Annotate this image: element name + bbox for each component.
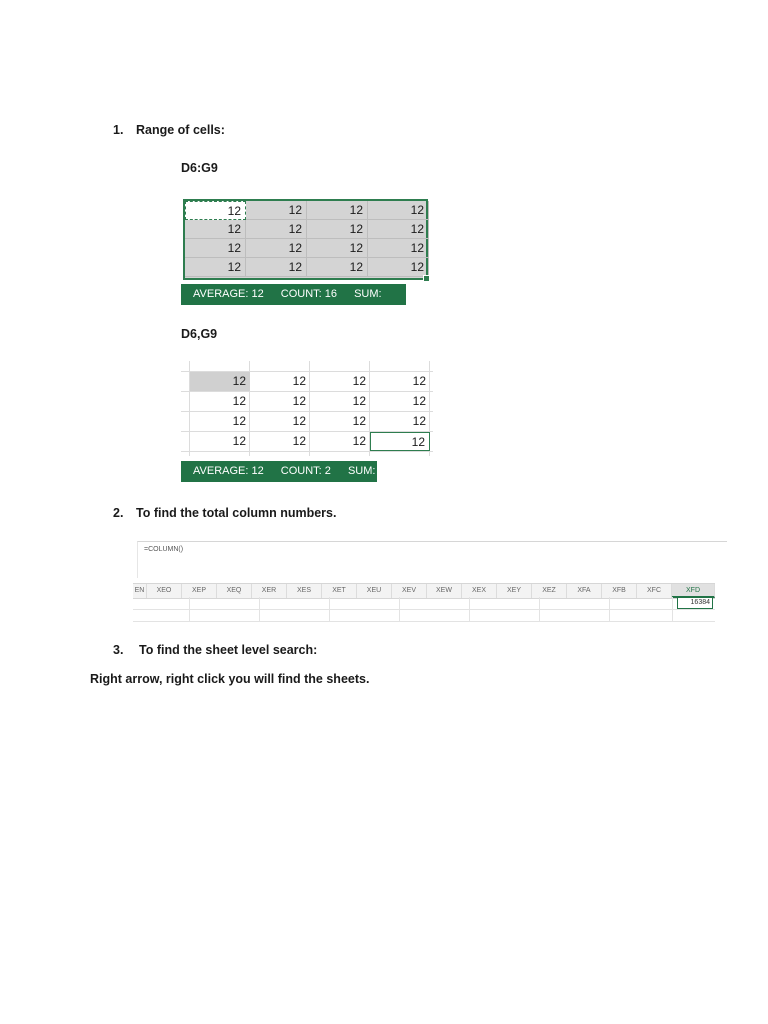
cell-g9[interactable]: 12: [370, 432, 430, 451]
column-header[interactable]: XEV: [392, 584, 427, 598]
grid-cell[interactable]: 12: [368, 220, 429, 239]
grid-line: [329, 597, 330, 621]
grid-cell[interactable]: 12: [246, 239, 307, 258]
result-cell-xfd[interactable]: 16384: [677, 597, 713, 609]
column-header[interactable]: EN: [133, 584, 147, 598]
grid-cell[interactable]: 12: [246, 220, 307, 239]
cell-d6[interactable]: 12: [185, 201, 246, 220]
column-header[interactable]: XFC: [637, 584, 672, 598]
column-header[interactable]: XEU: [357, 584, 392, 598]
column-header-row: [133, 583, 715, 599]
grid-cell[interactable]: 12: [185, 239, 246, 258]
grid-cell[interactable]: 12: [246, 201, 307, 220]
grid-cell[interactable]: 12: [185, 258, 246, 277]
grid-cell[interactable]: 12: [232, 414, 246, 428]
column-header[interactable]: XES: [287, 584, 322, 598]
range-grid-noncontiguous: [181, 361, 433, 456]
grid-cell[interactable]: 12: [307, 258, 368, 277]
cell-d6[interactable]: 12: [190, 372, 250, 391]
grid-cell[interactable]: 12: [352, 434, 366, 448]
column-header[interactable]: XEY: [497, 584, 532, 598]
status-count: COUNT: 16: [280, 288, 338, 300]
status-sum: SUM: 192: [193, 288, 382, 321]
grid-line: [399, 597, 400, 621]
grid-line: [189, 597, 190, 621]
section-heading-columns: To find the total column numbers.: [136, 506, 337, 520]
column-header[interactable]: XER: [252, 584, 287, 598]
grid-cell[interactable]: 12: [352, 394, 366, 408]
grid-cell[interactable]: 12: [246, 258, 307, 277]
column-header[interactable]: XET: [322, 584, 357, 598]
status-average: AVERAGE: 12: [193, 465, 264, 477]
grid-line: [259, 597, 260, 621]
range-label-d6-comma-g9: D6,G9: [181, 327, 218, 341]
column-header[interactable]: XEQ: [217, 584, 252, 598]
grid-cell[interactable]: 12: [307, 220, 368, 239]
list-number-1: 1.: [113, 123, 124, 137]
list-number-2: 2.: [113, 506, 124, 520]
grid-cell[interactable]: 12: [368, 258, 429, 277]
grid-cell[interactable]: 12: [352, 374, 366, 388]
list-number-3: 3.: [113, 643, 124, 657]
grid-cell[interactable]: 12: [412, 394, 426, 408]
grid-cell[interactable]: 12: [292, 394, 306, 408]
section-heading-sheet-search: To find the sheet level search:: [139, 643, 318, 657]
column-header[interactable]: XEW: [427, 584, 462, 598]
formula-text: =COLUMN(): [144, 546, 184, 553]
formula-bar[interactable]: [137, 541, 727, 578]
grid-cell[interactable]: 12: [352, 414, 366, 428]
grid-cell[interactable]: 12: [292, 414, 306, 428]
status-bar-summary-2: [181, 461, 377, 498]
grid-line: [672, 597, 673, 621]
grid-cell[interactable]: 12: [307, 239, 368, 258]
grid-line: [181, 451, 433, 452]
grid-line: [133, 609, 715, 610]
grid-cell[interactable]: 12: [185, 220, 246, 239]
column-header[interactable]: XFA: [567, 584, 602, 598]
status-count: COUNT: 2: [280, 465, 331, 477]
grid-cell[interactable]: 12: [292, 374, 306, 388]
grid-cell[interactable]: 12: [232, 434, 246, 448]
grid-cell[interactable]: 12: [412, 374, 426, 388]
range-grid-contiguous: [183, 199, 428, 280]
column-header[interactable]: XEX: [462, 584, 497, 598]
grid-line: [469, 597, 470, 621]
column-header-xfd[interactable]: XFD: [672, 584, 715, 598]
grid-line: [133, 621, 715, 622]
column-header[interactable]: XEZ: [532, 584, 567, 598]
column-header[interactable]: XFB: [602, 584, 637, 598]
grid-cell[interactable]: 12: [368, 239, 429, 258]
grid-cell[interactable]: 12: [368, 201, 429, 220]
range-label-d6-g9: D6:G9: [181, 161, 218, 175]
section-heading-range: Range of cells:: [136, 123, 225, 137]
column-header[interactable]: XEP: [182, 584, 217, 598]
grid-cell[interactable]: 12: [307, 201, 368, 220]
status-sum: SUM: 24: [193, 465, 376, 498]
grid-line: [539, 597, 540, 621]
fill-handle[interactable]: [423, 275, 430, 282]
status-average: AVERAGE: 12: [193, 288, 264, 300]
grid-cell[interactable]: 12: [292, 434, 306, 448]
column-header[interactable]: XEO: [147, 584, 182, 598]
grid-cell[interactable]: 12: [412, 414, 426, 428]
grid-line: [609, 597, 610, 621]
status-bar-summary-1: [181, 284, 406, 321]
grid-cell[interactable]: 12: [232, 394, 246, 408]
sheet-search-note: Right arrow, right click you will find the sheets.: [90, 672, 370, 686]
